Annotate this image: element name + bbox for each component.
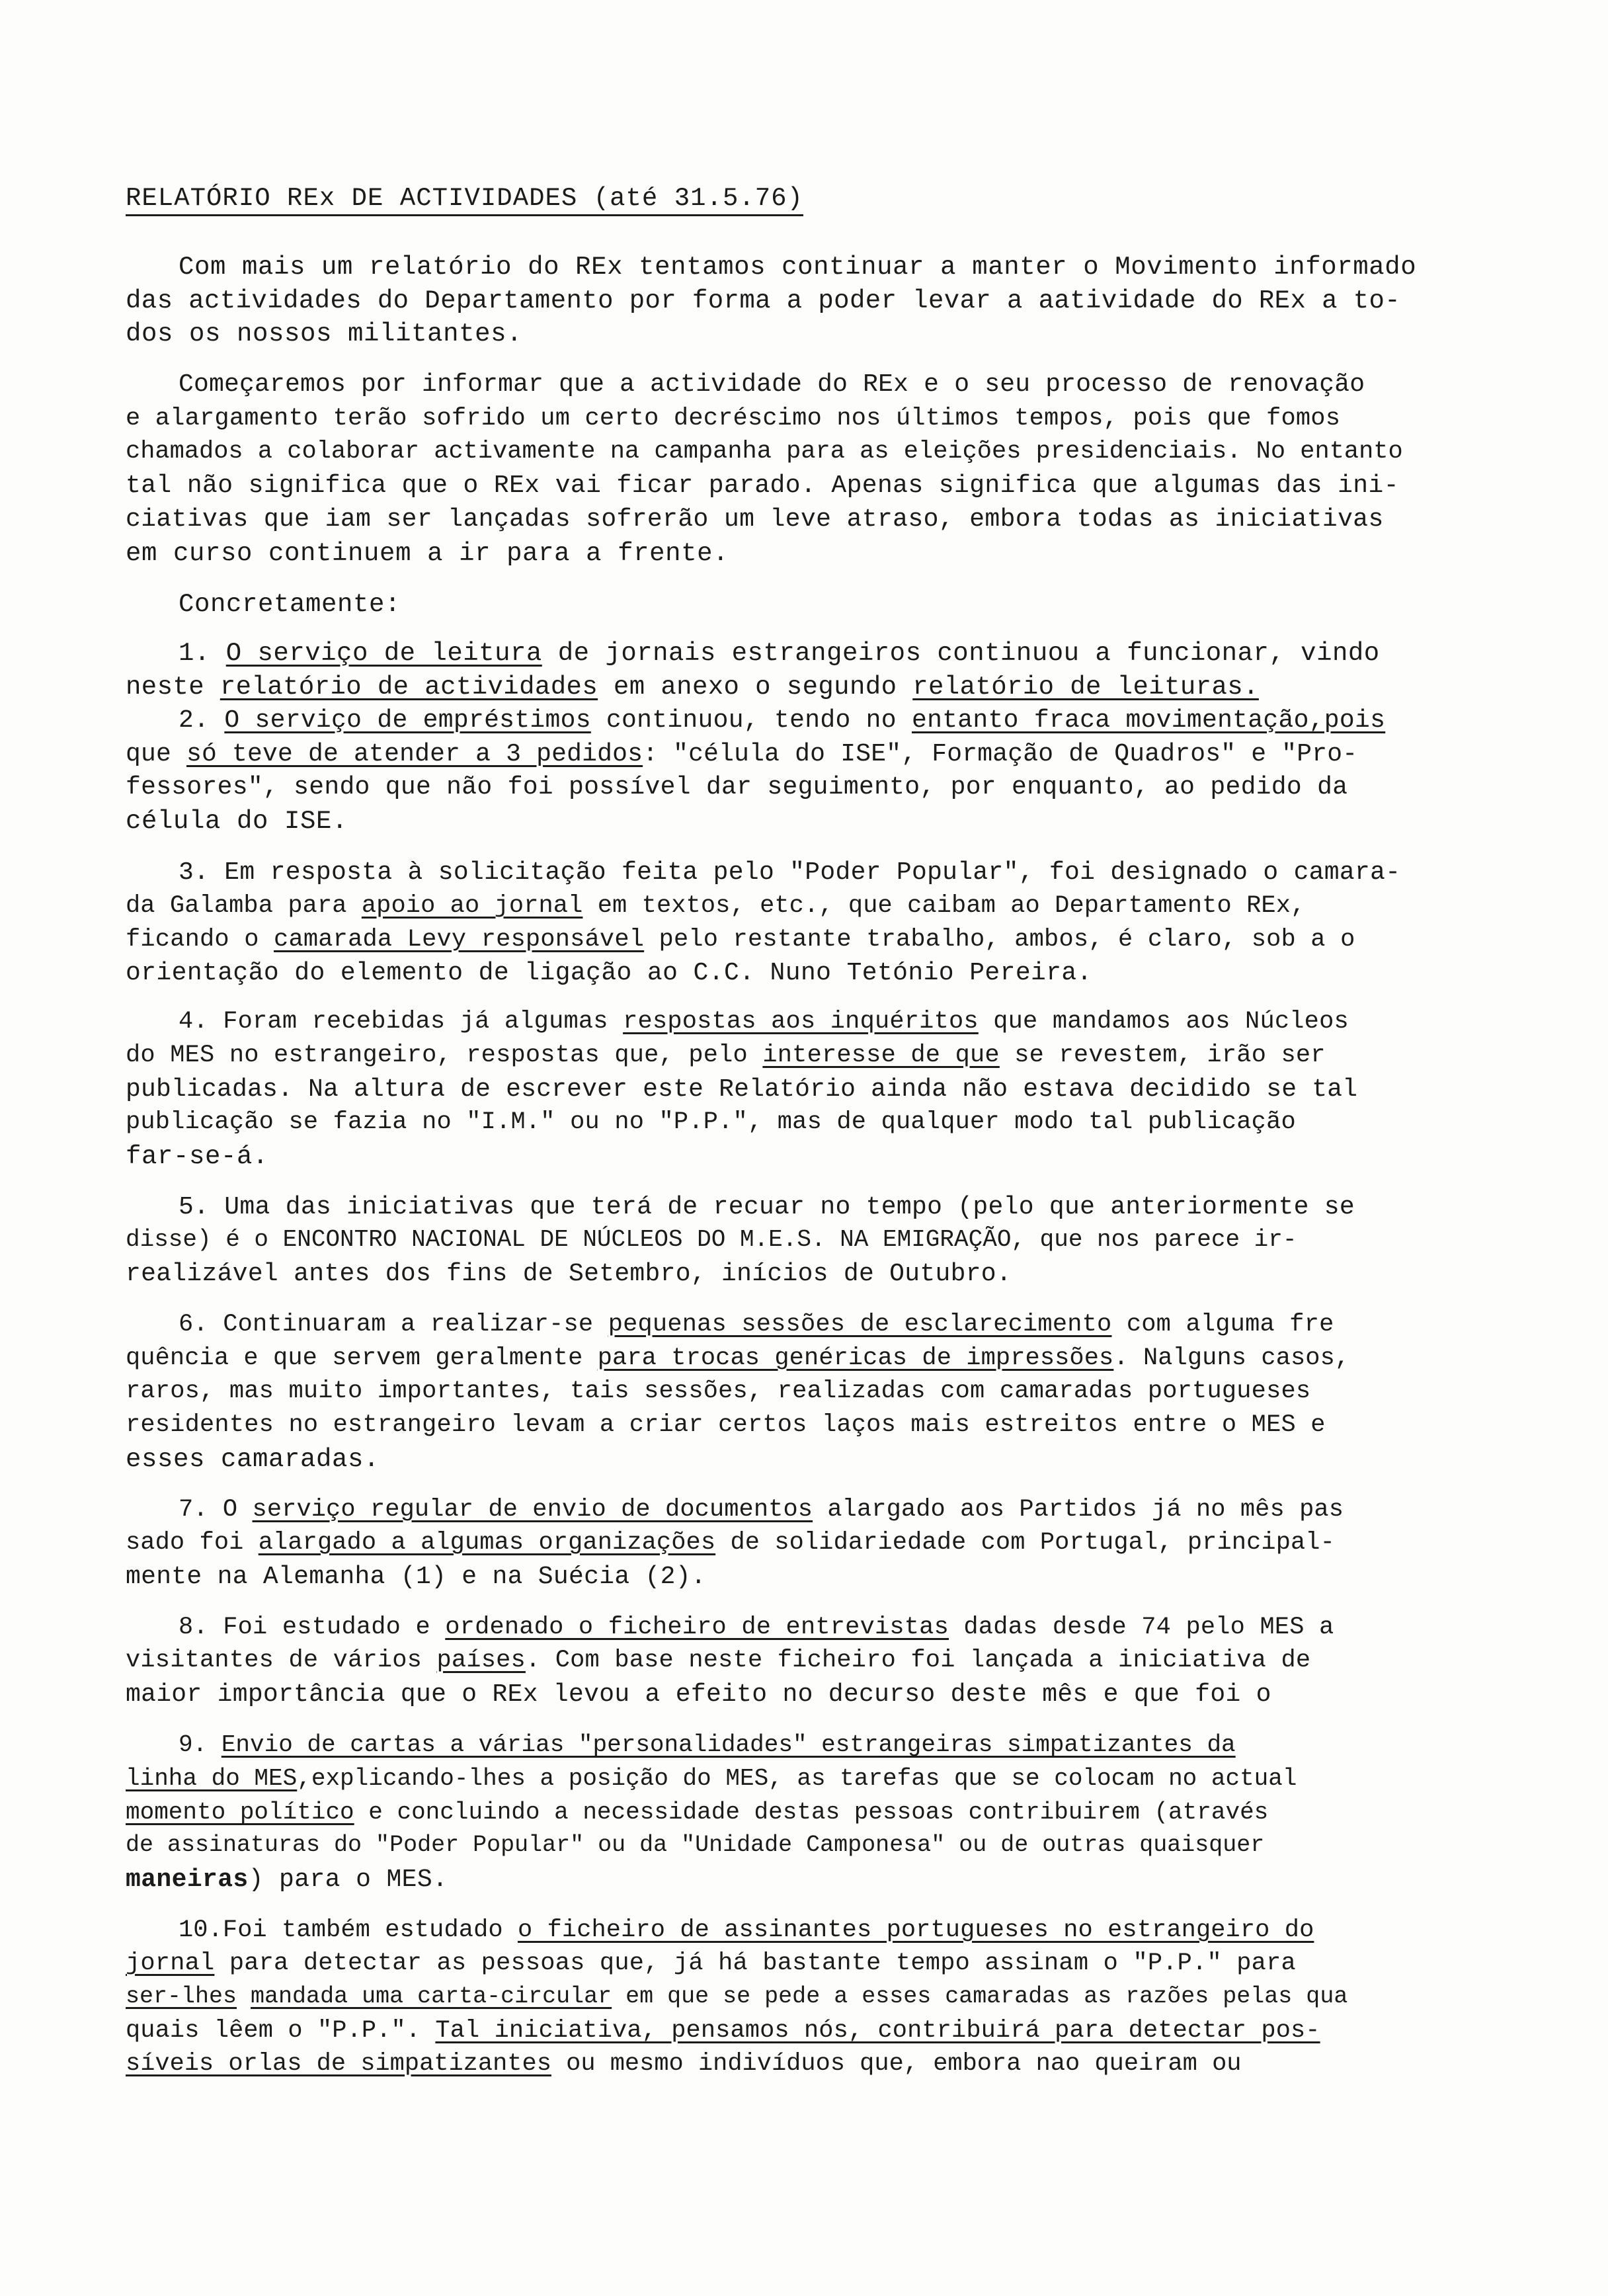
text-line [126,807,348,836]
text-run: far-se-á. [126,1142,269,1171]
text-run: Começaremos por informar que a actividade do REx e o seu processo de renovação [179,370,1365,399]
text-run: visitantes de vários [126,1647,437,1674]
underlined-phrase: só teve de atender a 3 pedidos [186,740,643,768]
text-run: dos os nossos militantes. [126,319,523,348]
text-run: 3. Em resposta à solicitação feita pelo "Poder Popular", foi designado o camara- [179,858,1401,887]
text-line [179,1496,1344,1524]
text-line [126,773,1347,801]
text-line [126,1563,706,1591]
text-line [179,706,1385,735]
text-run: 5. Uma das iniciativas que terá de recuar no tempo (pelo que anteriormente se [179,1193,1355,1221]
text-run: publicação se fazia no "I.M." ou no "P.P.", mas de qualquer modo tal publicação [126,1108,1296,1136]
text-run: dadas desde 74 pelo MES a [949,1614,1334,1641]
text-run: da Galamba para [126,892,362,920]
text-run: do MES no estrangeiro, respostas que, pelo [126,1042,763,1069]
text-line [126,1075,1357,1104]
text-run: ciativas que iam ser lançadas sofrerão um leve atraso, embora todas as iniciativas [126,505,1384,534]
text-line [126,740,1357,768]
text-line [179,1193,1355,1221]
text-run: em que se pede a esses camaradas as razões pelas qua [612,1983,1348,2010]
text-run: para detectar as pessoas que, já há bastante tempo assinam o "P.P." para [214,1949,1296,1977]
text-line [126,2017,1320,2045]
text-run: . Nalguns casos, [1113,1344,1350,1372]
text-line [126,319,522,348]
underlined-phrase: pequenas sessões de esclarecimento [608,1311,1112,1338]
text-line [126,892,1305,920]
text-line [126,926,1355,954]
text-line [126,2050,1241,2078]
text-line [126,1799,1268,1826]
text-run: mente na Alemanha (1) e na Suécia (2). [126,1563,706,1591]
text-line [126,1108,1296,1136]
text-line [179,1916,1314,1944]
text-run: se revestem, irão ser [999,1042,1326,1069]
text-run: 6. Continuaram a realizar-se [179,1311,608,1338]
text-line [126,673,1259,702]
text-run: 9. [179,1731,221,1758]
text-line [126,1765,1297,1792]
text-run: esses camaradas. [126,1445,380,1474]
text-line [126,1949,1296,1977]
text-line [179,639,1380,668]
underlined-phrase: ordenado o ficheiro de entrevistas [445,1614,949,1641]
text-run: 10.Foi também estudado [179,1916,518,1944]
underlined-phrase: respostas aos inquéritos [623,1008,979,1036]
text-line [179,858,1400,887]
text-run: 8. Foi estudado e [179,1614,446,1641]
text-line [126,1411,1326,1439]
text-run: 7. O [179,1496,253,1524]
text-run: em curso continuem a ir para a frente. [126,539,729,568]
underlined-phrase: relatório de leituras. [912,673,1259,702]
text-line [179,1731,1236,1758]
text-run: disse) é o ENCONTRO NACIONAL DE NÚCLEOS DO M.E.S. NA EMIGRAÇÃO, que nos parece ir- [126,1226,1297,1253]
text-run: de assinaturas do "Poder Popular" ou da "Unidade Camponesa" ou de outras quaisquer [126,1832,1265,1858]
text-run: . Com base neste ficheiro foi lançada a iniciativa de [525,1647,1311,1674]
underlined-phrase: relatório de actividades [220,673,598,702]
text-line [126,472,1399,500]
text-line [126,1377,1310,1405]
text-run: Com mais um relatório do REx tentamos continuar a manter o Movimento informado [179,253,1417,282]
text-run: e alargamento terão sofrido um certo decréscimo nos últimos tempos, pois que fomos [126,405,1341,432]
underlined-phrase: países [436,1647,526,1674]
text-run: 2. [179,706,225,735]
text-line [126,959,1092,987]
bold-phrase: maneiras [126,1866,249,1894]
text-run: publicadas. Na altura de escrever este Relatório ainda não estava decidido se tal [126,1075,1358,1104]
text-line [126,1344,1349,1372]
text-line [126,438,1403,466]
text-line [126,1983,1347,2010]
text-line [126,1226,1297,1253]
text-line [179,1614,1334,1641]
underlined-phrase: entanto fraca movimentação,pois [912,706,1386,735]
underlined-phrase: linha do MES [126,1765,298,1792]
text-run: Concretamente: [179,590,401,619]
text-run [237,1983,251,2010]
text-run: maior importância que o REx levou a efeito no decurso deste mês e que foi o [126,1680,1271,1709]
text-run: quência e que servem geralmente [126,1344,598,1372]
text-run: que [126,740,187,768]
text-run: raros, mas muito importantes, tais sessões, realizadas com camaradas portugueses [126,1377,1311,1405]
text-line [126,1680,1271,1709]
underlined-phrase: ser-lhes [126,1983,237,2010]
text-run: 4. Foram recebidas já algumas [179,1008,623,1036]
text-run: neste [126,673,220,702]
text-run: ficando o [126,926,274,954]
underlined-phrase: Tal iniciativa, pensamos nós, contribuirá para detectar pos- [435,2017,1320,2045]
text-run: sado foi [126,1529,259,1557]
text-run: residentes no estrangeiro levam a criar certos laços mais estreitos entre o MES e [126,1411,1326,1439]
text-run: pelo restante trabalho, ambos, é claro, sob a o [644,926,1355,954]
text-run: orientação do elemento de ligação ao C.C. Nuno Tetónio Pereira. [126,959,1092,987]
text-run: de jornais estrangeiros continuou a funcionar, vindo [542,639,1380,668]
text-run: que mandamos aos Núcleos [978,1008,1349,1036]
text-line [126,405,1340,432]
text-run: de solidariedade com Portugal, principal- [715,1529,1335,1557]
text-run: em textos, etc., que caibam ao Departamento REx, [583,892,1306,920]
text-run: chamados a colaborar activamente na campanha para as eleições presidenciais. No entanto [126,438,1403,466]
underlined-phrase: para trocas genéricas de impressões [597,1344,1114,1372]
text-line [126,1445,380,1474]
text-run: ou mesmo indivíduos que, embora nao queiram ou [551,2050,1242,2078]
underlined-phrase: mandada uma carta-circular [251,1983,612,2010]
text-run: ,explicando-lhes a posição do MES, as tarefas que se colocam no actual [297,1765,1297,1792]
text-run: continuou, tendo no [590,706,912,735]
underlined-phrase: interesse de que [762,1042,1000,1069]
text-line [126,1866,448,1894]
text-line [126,1042,1326,1069]
underlined-phrase: apoio ao jornal [361,892,583,920]
text-run: quais lêem o "P.P.". [126,2017,436,2045]
text-run: célula do ISE. [126,807,348,836]
text-line [126,1832,1264,1858]
text-line [126,539,729,568]
underlined-phrase: O serviço de empréstimos [224,706,591,735]
text-line [126,1647,1310,1674]
text-run: : "célula do ISE", Formação de Quadros" e "Pro- [643,740,1358,768]
text-run: tal não significa que o REx vai ficar parado. Apenas significa que algumas das ini- [126,472,1399,500]
text-line [126,1142,268,1171]
text-run: e concluindo a necessidade destas pessoas contribuirem (através [354,1799,1269,1826]
text-run: fessores", sendo que não foi possível dar seguimento, por enquanto, ao pedido da [126,773,1348,801]
text-run: em anexo o segundo [598,673,913,702]
underlined-phrase: O serviço de leitura [225,639,542,668]
text-line [179,590,401,619]
text-line [126,1260,1012,1288]
underlined-phrase: Envio de cartas a várias "personalidades" estrangeiras simpatizantes da [221,1731,1236,1758]
underlined-phrase: momento político [126,1799,354,1826]
underlined-phrase: serviço regular de envio de documentos [252,1496,813,1524]
text-run: das actividades do Departamento por forma a poder levar a aatividade do REx a to- [126,286,1401,315]
text-line [126,1529,1335,1557]
underlined-phrase: alargado a algumas organizações [258,1529,716,1557]
text-run: ) para o MES. [248,1866,448,1894]
text-line [126,286,1400,315]
text-line [179,1311,1334,1338]
text-run: realizável antes dos fins de Setembro, inícios de Outubro. [126,1260,1012,1288]
underlined-phrase: camarada Levy responsável [274,926,645,954]
text-line [179,1008,1349,1036]
text-run: com alguma fre [1111,1311,1334,1338]
text-run: 1. [179,639,226,668]
text-line [179,370,1365,399]
text-line [126,505,1384,534]
underlined-phrase: jornal [126,1949,215,1977]
text-line [179,253,1416,282]
text-run: alargado aos Partidos já no mês pas [813,1496,1344,1524]
underlined-phrase: síveis orlas de simpatizantes [126,2050,551,2078]
document-title: RELATÓRIO REx DE ACTIVIDADES (até 31.5.76) [126,184,803,216]
underlined-phrase: o ficheiro de assinantes portugueses no estrangeiro do [517,1916,1314,1944]
